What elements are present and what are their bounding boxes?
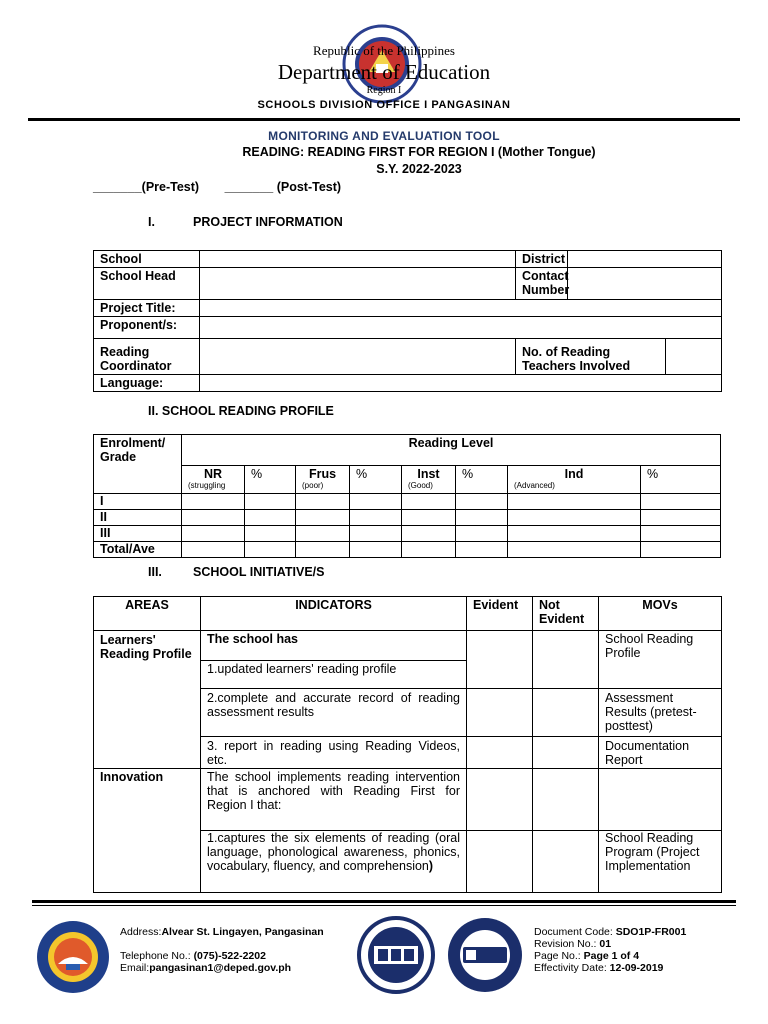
cell[interactable] [508, 494, 641, 510]
project-title-field[interactable] [200, 300, 722, 317]
address-value: Alvear St. Lingayen, Pangasinan [161, 926, 324, 938]
revision-label: Revision No.: [534, 938, 600, 950]
cell[interactable] [508, 542, 641, 558]
grade-label: I [94, 494, 182, 510]
doc-code-value: SDO1P-FR001 [615, 926, 687, 938]
not-evident-cell[interactable] [533, 631, 599, 689]
proponents-field[interactable] [200, 317, 722, 339]
school-has-text: The school has [201, 631, 467, 661]
level-nr-pct-header: % [245, 466, 296, 494]
school-head-label: School Head [94, 268, 200, 300]
not-evident-cell[interactable] [533, 689, 599, 737]
header-divider [28, 118, 740, 121]
areas-header: AREAS [94, 597, 201, 631]
evident-header: Evident [467, 597, 533, 631]
page-label: Page No.: [534, 950, 584, 962]
school-year: S.Y. 2022-2023 [376, 162, 462, 176]
level-ind-note: (Advanced) [514, 481, 555, 490]
cell[interactable] [245, 510, 296, 526]
innovation-indicator-1-end: ) [428, 859, 434, 873]
iso-quality-management-logo-icon [356, 916, 436, 994]
level-inst-pct-header: % [456, 466, 508, 494]
mov-school-reading-program: School Reading Program (Project Implementation [599, 831, 722, 893]
cell[interactable] [641, 542, 721, 558]
effectivity-value: 12-09-2019 [609, 962, 664, 974]
republic-text: Republic of the Philippines [313, 43, 455, 58]
evident-cell[interactable] [467, 737, 533, 769]
not-evident-cell[interactable] [533, 769, 599, 831]
not-evident-cell[interactable] [533, 831, 599, 893]
section-1-title: PROJECT INFORMATION [193, 215, 343, 229]
project-title-label: Project Title: [94, 300, 200, 317]
cell[interactable] [641, 526, 721, 542]
level-nr-note: (struggling [188, 481, 226, 490]
reading-coordinator-field[interactable] [200, 339, 516, 375]
mov-cell[interactable] [599, 769, 722, 831]
school-head-field[interactable] [200, 268, 516, 300]
region-text: Region I [366, 85, 402, 96]
section-3-heading [148, 565, 325, 579]
grade-label: II [94, 510, 182, 526]
cell[interactable] [350, 510, 402, 526]
program-title: READING: READING FIRST FOR REGION I (Mother Tongue) [242, 145, 596, 159]
effectivity-label: Effectivity Date: [534, 962, 610, 974]
total-ave-label: Total/Ave [94, 542, 182, 558]
cell[interactable] [245, 494, 296, 510]
telephone-label: Telephone No.: [120, 950, 194, 962]
table-row [94, 510, 721, 526]
test-type-line [93, 180, 363, 194]
reading-coordinator-label: Reading Coordinator [94, 339, 200, 375]
reading-profile-table [93, 434, 721, 558]
level-ind-pct-header: % [641, 466, 721, 494]
cell[interactable] [296, 542, 350, 558]
indicator-1: 1.updated learners' reading profile [201, 661, 467, 689]
email-label: Email: [120, 962, 150, 974]
proponents-label: Proponent/s: [94, 317, 200, 339]
cell[interactable] [456, 494, 508, 510]
school-field[interactable] [200, 251, 516, 268]
project-info-table [93, 250, 722, 392]
enrolment-grade-header: Enrolment/ Grade [94, 435, 182, 494]
innovation-text: The school implements reading intervention that is anchored with Reading First for Region I that: [201, 769, 467, 831]
district-label: District [516, 251, 568, 268]
innovation-area: Innovation [94, 769, 201, 831]
not-evident-header: Not Evident [533, 597, 599, 631]
cell[interactable] [402, 510, 456, 526]
footer-address-block [120, 926, 324, 974]
cell[interactable] [350, 526, 402, 542]
cell[interactable] [350, 542, 402, 558]
cell[interactable] [182, 510, 245, 526]
cell[interactable] [296, 494, 350, 510]
table-row [94, 494, 721, 510]
cell[interactable] [641, 494, 721, 510]
cell[interactable] [182, 542, 245, 558]
innovation-indicator-1 [201, 831, 467, 893]
language-field[interactable] [200, 375, 722, 392]
iqnet-certified-logo-icon [446, 916, 524, 994]
evident-cell[interactable] [467, 769, 533, 831]
level-frus-header [296, 466, 350, 494]
table-row [94, 526, 721, 542]
department-title: Department of Education [277, 60, 491, 84]
level-frus-label: Frus [308, 467, 337, 481]
contact-number-label: Contact Number [516, 268, 568, 300]
innovation-area-cont [94, 831, 201, 893]
evident-cell[interactable] [467, 831, 533, 893]
section-1-heading [148, 215, 343, 229]
post-test-blank[interactable]: _______ (Post-Test) [224, 180, 342, 194]
level-inst-header [402, 466, 456, 494]
school-label: School [94, 251, 200, 268]
level-ind-header [508, 466, 641, 494]
cell[interactable] [641, 510, 721, 526]
footer-document-block [534, 926, 686, 974]
footer-divider [32, 900, 736, 903]
page-value: Page 1 of 4 [583, 950, 640, 962]
contact-number-field[interactable] [568, 268, 722, 300]
level-nr-header [182, 466, 245, 494]
level-frus-note: (poor) [302, 481, 324, 490]
level-nr-label: NR [203, 467, 223, 481]
cell[interactable] [245, 542, 296, 558]
cell[interactable] [350, 494, 402, 510]
division-office-title: SCHOOLS DIVISION OFFICE I PANGASINAN [257, 99, 511, 111]
level-inst-note: (Good) [408, 481, 433, 490]
movs-header: MOVs [599, 597, 722, 631]
cell[interactable] [402, 542, 456, 558]
level-ind-label: Ind [564, 467, 584, 481]
grade-label: III [94, 526, 182, 542]
revision-value: 01 [599, 938, 612, 950]
doc-code-label: Document Code: [534, 926, 616, 938]
level-frus-pct-header: % [350, 466, 402, 494]
evident-cell[interactable] [467, 689, 533, 737]
cell[interactable] [508, 526, 641, 542]
innovation-indicator-1-text: 1.captures the six elements of reading (oral language, phonological awareness, phonics, vocabulary, fluency, and comprehension [207, 831, 460, 873]
table-row [94, 542, 721, 558]
section-3-number: III. [148, 565, 162, 579]
learners-profile-area: Learners' Reading Profile [94, 631, 201, 769]
tool-title: MONITORING AND EVALUATION TOOL [268, 129, 500, 143]
telephone-value: (075)-522-2202 [193, 950, 266, 962]
indicator-2: 2.complete and accurate record of reading assessment results [201, 689, 467, 737]
section-3-title: SCHOOL INITIATIVE/S [193, 565, 325, 579]
cell[interactable] [182, 526, 245, 542]
level-inst-label: Inst [417, 467, 440, 481]
address-label: Address: [120, 926, 162, 938]
pre-test-blank[interactable]: _______(Pre-Test) [93, 180, 200, 194]
cell[interactable] [456, 542, 508, 558]
reading-level-header: Reading Level [182, 435, 721, 466]
footer-divider-thin [32, 905, 736, 906]
cell[interactable] [402, 494, 456, 510]
mov-school-reading-profile: School Reading Profile [599, 631, 722, 689]
not-evident-cell[interactable] [533, 737, 599, 769]
reading-teachers-label: No. of Reading Teachers Involved [516, 339, 666, 375]
indicators-header: INDICATORS [201, 597, 467, 631]
indicator-3: 3. report in reading using Reading Videos, etc. [201, 737, 467, 769]
language-label: Language: [94, 375, 200, 392]
sdo-pangasinan-logo-icon [36, 920, 110, 994]
cell[interactable] [182, 494, 245, 510]
section-1-number: I. [148, 215, 155, 229]
cell[interactable] [456, 510, 508, 526]
cell[interactable] [296, 510, 350, 526]
section-2-heading: II. SCHOOL READING PROFILE [148, 404, 334, 418]
cell[interactable] [402, 526, 456, 542]
evident-cell[interactable] [467, 631, 533, 689]
mov-assessment-results: Assessment Results (pretest-posttest) [599, 689, 722, 737]
cell[interactable] [245, 526, 296, 542]
district-field[interactable] [568, 251, 722, 268]
cell[interactable] [456, 526, 508, 542]
reading-teachers-field[interactable] [666, 339, 722, 375]
mov-documentation-report: Documentation Report [599, 737, 722, 769]
cell[interactable] [508, 510, 641, 526]
email-value: pangasinan1@deped.gov.ph [149, 962, 292, 974]
cell[interactable] [296, 526, 350, 542]
school-initiatives-table [93, 596, 722, 893]
